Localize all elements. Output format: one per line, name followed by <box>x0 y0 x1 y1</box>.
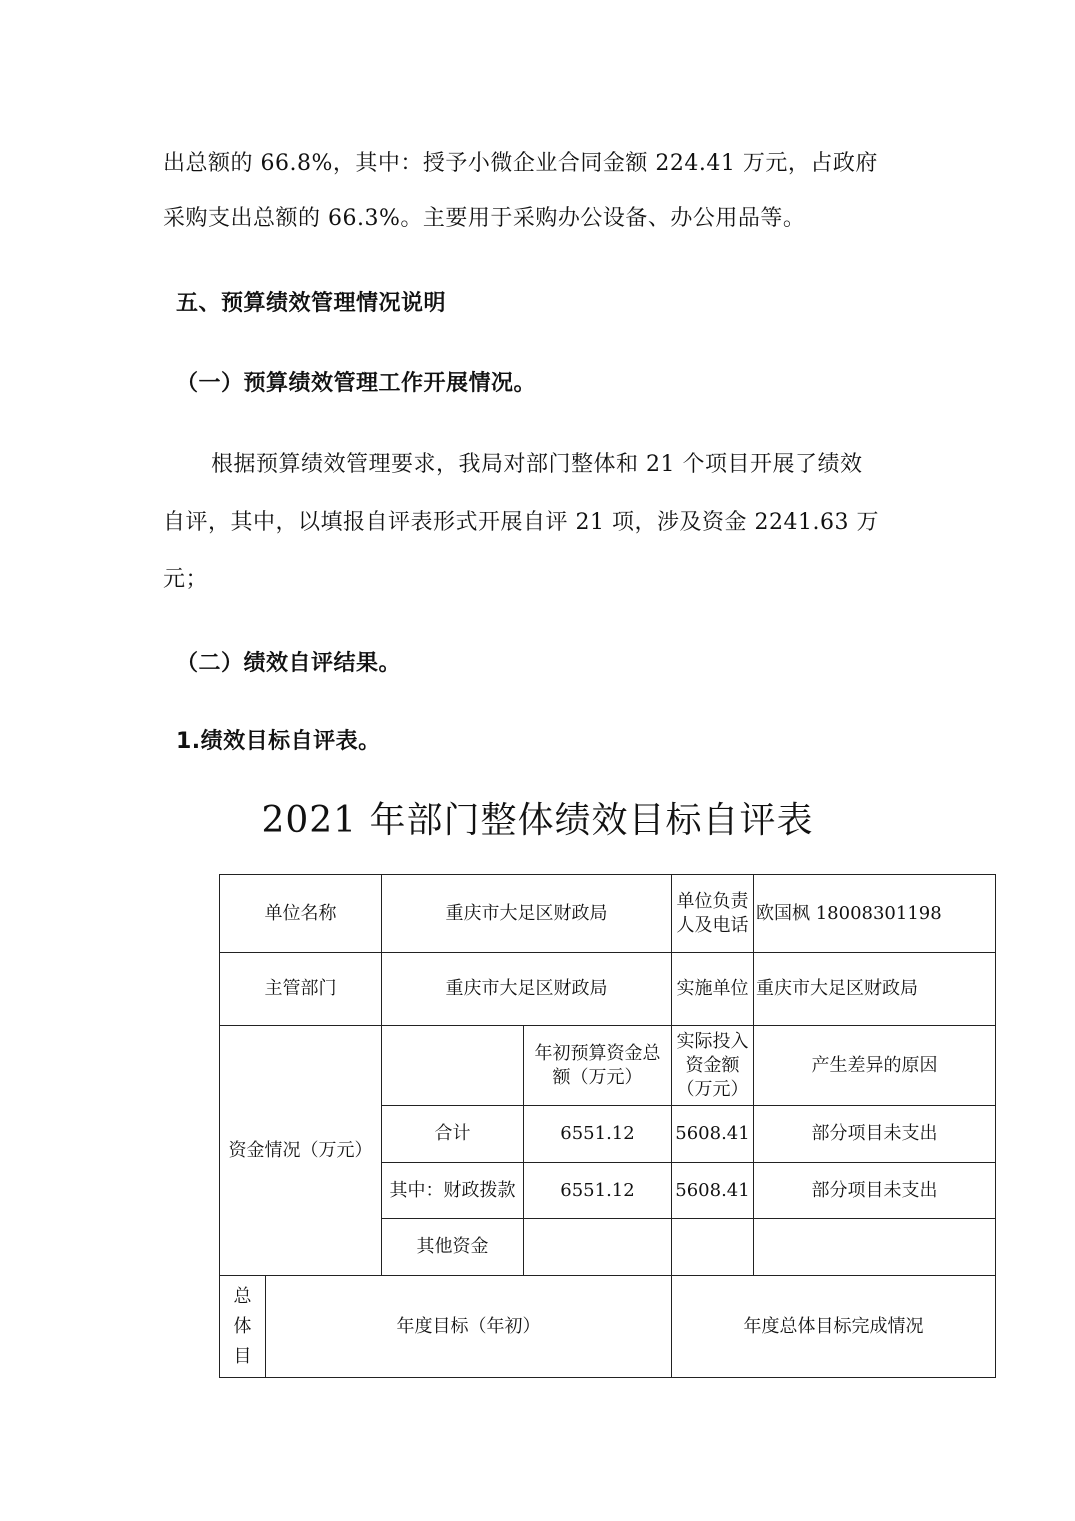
overall-goal-label <box>220 1276 266 1378</box>
row-actual: 5608.41 <box>672 1106 754 1163</box>
subsection-heading: （一）预算绩效管理工作开展情况。 <box>176 371 537 396</box>
row-reason: 部分项目未支出 <box>754 1106 996 1163</box>
row-reason <box>754 1219 996 1276</box>
table-title: 2021 年部门整体绩效目标自评表 <box>261 800 814 841</box>
row-name: 其中：财政拨款 <box>382 1163 524 1219</box>
subsection-heading: （二）绩效自评结果。 <box>176 651 402 676</box>
impl-label: 实施单位 <box>672 953 754 1026</box>
owner-value: 欧国枫 18008301198 <box>754 875 996 953</box>
goal-completion-header: 年度总体目标完成情况 <box>672 1276 996 1378</box>
row-name: 合计 <box>382 1106 524 1163</box>
row-name: 其他资金 <box>382 1219 524 1276</box>
row-actual: 5608.41 <box>672 1163 754 1219</box>
paragraph-line: 根据预算绩效管理要求，我局对部门整体和 21 个项目开展了绩效 <box>211 452 863 477</box>
col-actual-header: 实际投入资金额（万元） <box>672 1026 754 1106</box>
overall-goal-char: 总 <box>233 1285 252 1307</box>
owner-label: 单位负责人及电话 <box>672 875 754 953</box>
impl-value: 重庆市大足区财政局 <box>754 953 996 1026</box>
paragraph-line: 元； <box>163 567 209 592</box>
subsection-heading: 1.绩效目标自评表。 <box>176 729 381 754</box>
annual-goal-header: 年度目标（年初） <box>266 1276 672 1378</box>
section-heading: 五、预算绩效管理情况说明 <box>176 291 447 316</box>
dept-value: 重庆市大足区财政局 <box>382 953 672 1026</box>
row-budget: 6551.12 <box>524 1106 672 1163</box>
funds-label: 资金情况（万元） <box>220 1026 382 1276</box>
overall-goal-char: 目 <box>233 1345 252 1367</box>
row-actual <box>672 1219 754 1276</box>
funds-header-blank <box>382 1026 524 1106</box>
paragraph-line: 出总额的 66.8%，其中：授予小微企业合同金额 224.41 万元，占政府 <box>163 151 878 176</box>
dept-label: 主管部门 <box>220 953 382 1026</box>
paragraph-line: 自评，其中，以填报自评表形式开展自评 21 项，涉及资金 2241.63 万 <box>163 510 879 535</box>
row-reason: 部分项目未支出 <box>754 1163 996 1219</box>
performance-table <box>219 874 996 1378</box>
unit-name-value: 重庆市大足区财政局 <box>382 875 672 953</box>
row-budget <box>524 1219 672 1276</box>
paragraph-line: 采购支出总额的 66.3%。主要用于采购办公设备、办公用品等。 <box>163 206 806 231</box>
col-budget-header: 年初预算资金总额（万元） <box>524 1026 672 1106</box>
row-budget: 6551.12 <box>524 1163 672 1219</box>
unit-name-label: 单位名称 <box>220 875 382 953</box>
col-reason-header: 产生差异的原因 <box>754 1026 996 1106</box>
overall-goal-char: 体 <box>233 1315 252 1337</box>
